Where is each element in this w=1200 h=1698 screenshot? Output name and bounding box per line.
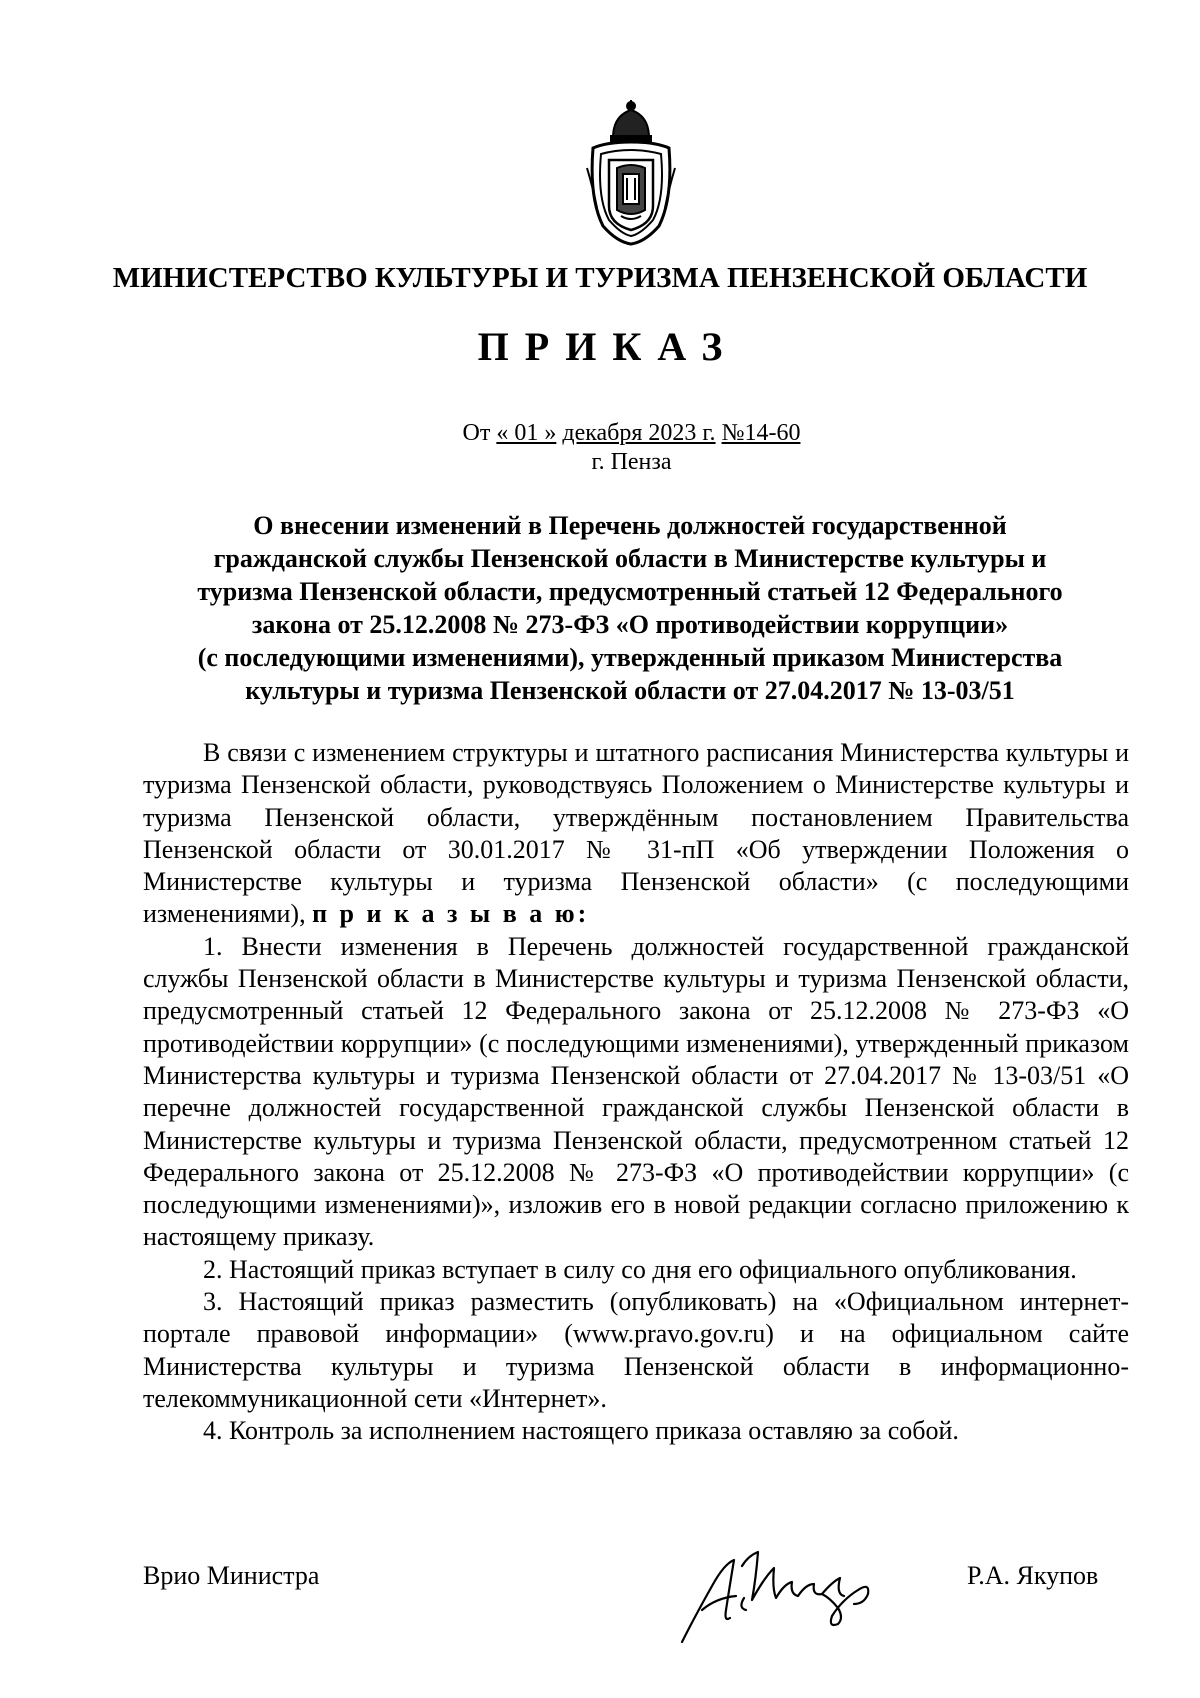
- number-sign: №: [721, 420, 745, 446]
- city-line: г. Пенза: [591, 449, 672, 475]
- title-line: О внесении изменений в Перечень должностей государственной: [253, 511, 1007, 540]
- order-word: п р и к а з ы в а ю:: [312, 899, 590, 929]
- date-day: « 01 »: [496, 420, 557, 446]
- document-number: 14-60: [744, 420, 801, 446]
- handwritten-signature-icon: [672, 1538, 902, 1648]
- title-line: (с последующими изменениями), утвержденный приказом Министерства: [197, 643, 1063, 672]
- title-line: гражданской службы Пензенской области в Министерстве культуры и: [213, 544, 1047, 573]
- signatory-name: Р.А. Якупов: [967, 1561, 1099, 1590]
- order-item-1: 1. Внести изменения в Перечень должностей государственной гражданской службы Пензенской области в Министерстве культуры и туризма Пензенской области, предусмотренный статьей 12 Федерального закона от 25.12.2008 № 273-ФЗ «О противодействии коррупции» (с последующими изменениями), утвержденный приказом Министерства культуры и туризма Пензенской области от 27.04.2017 № 13-03/51 «О перечне должностей государственной гражданской службы Пензенской области в Министерстве культуры и туризма Пензенской области, предусмотренном статьей 12 Федерального закона от 25.12.2008 № 273-ФЗ «О противодействии коррупции» (с последующими изменениями)», изложив его в новой редакции согласно приложению к настоящему приказу.: [143, 931, 1129, 1252]
- coat-of-arms-icon: [583, 98, 679, 246]
- preamble-paragraph: [143, 737, 1129, 931]
- ministry-name: МИНИСТЕРСТВО КУЛЬТУРЫ И ТУРИЗМА ПЕНЗЕНСКОЙ ОБЛАСТИ: [112, 262, 1088, 294]
- title-line: культуры и туризма Пензенской области от 27.04.2017 № 13-03/51: [245, 676, 1015, 705]
- title-line: туризма Пензенской области, предусмотренный статьей 12 Федерального: [197, 577, 1063, 606]
- document-title: [140, 509, 1120, 707]
- order-item-3: 3. Настоящий приказ разместить (опубликовать) на «Официальном интернет-портале правовой информации» (www.pravo.gov.ru) и на официальном сайте Министерства культуры и туризма Пензенской области в информационно-телекоммуникационной сети «Интернет».: [143, 1287, 1129, 1413]
- signatory-role: Врио Министра: [143, 1561, 320, 1590]
- document-dateline: [0, 420, 1200, 447]
- document-type: ПРИКАЗ: [477, 324, 739, 369]
- document-body: [143, 737, 1129, 1448]
- date-month-year: декабря 2023 г.: [562, 420, 716, 446]
- date-prefix: От: [462, 420, 491, 446]
- title-line: закона от 25.12.2008 № 273-ФЗ «О противодействии коррупции»: [251, 610, 1009, 639]
- order-item-2: 2. Настоящий приказ вступает в силу со дня его официального опубликования.: [203, 1254, 1077, 1284]
- order-item-4: 4. Контроль за исполнением настоящего приказа оставляю за собой.: [203, 1416, 959, 1446]
- preamble-text: В связи с изменением структуры и штатного расписания Министерства культуры и туризма Пензенской области, руководствуясь Положением о Министерстве культуры и туризма Пензенской области, утверждённым постановлением Правительства Пензенской области от 30.01.2017 № 31-пП «Об утверждении Положения о Министерстве культуры и туризма Пензенской области» (с последующими изменениями),: [143, 738, 1129, 929]
